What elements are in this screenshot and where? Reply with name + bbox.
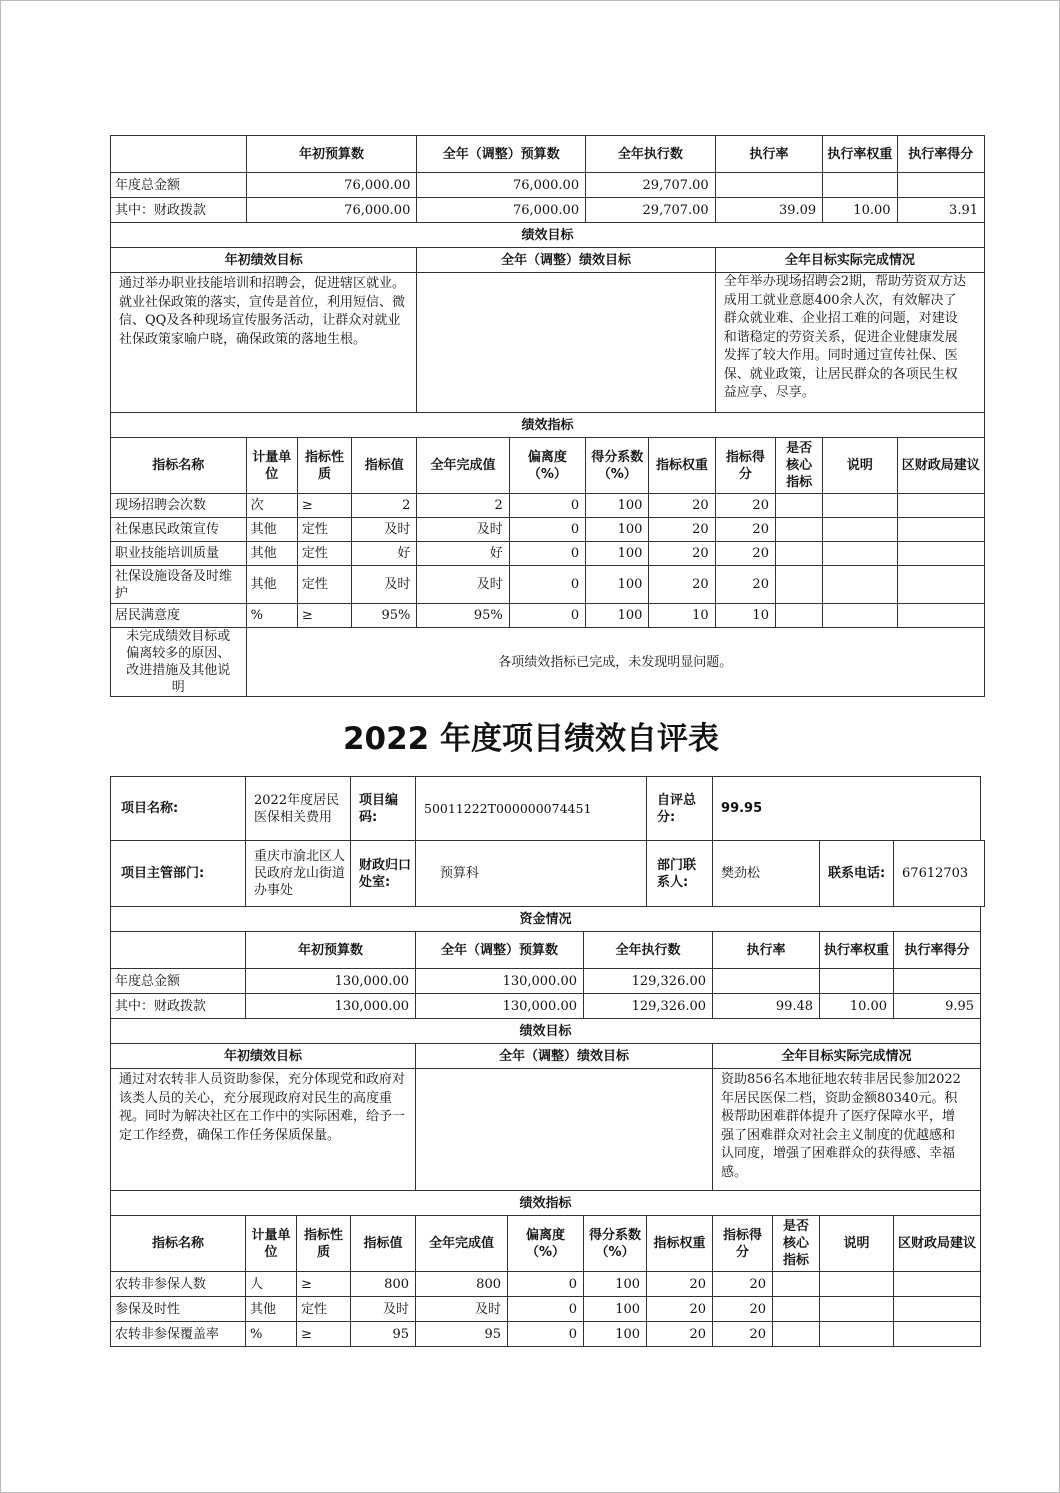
ind-dev: 0 [509, 604, 585, 628]
ind-core [775, 542, 822, 566]
ind-name: 农转非参保人数 [111, 1272, 246, 1297]
total-weight [820, 969, 894, 994]
adjusted-goal-header: 全年（调整）绩效目标 [416, 1044, 713, 1069]
ind-dev: 0 [508, 1272, 584, 1297]
ind-note-header: 说明 [823, 438, 897, 494]
ind-done: 95% [417, 604, 509, 628]
reason-label: 未完成绩效目标或偏离较多的原因、改进措施及其他说明 [111, 628, 247, 697]
ind-advice-header: 区财政局建议 [894, 1216, 981, 1272]
indicators-section-row [111, 1191, 985, 1216]
indicator-row [111, 518, 985, 542]
adjusted-goal-text [417, 273, 715, 413]
fiscal-adjusted: 76,000.00 [417, 198, 586, 223]
ind-nature: ≥ [297, 1272, 351, 1297]
ind-unit: 次 [246, 494, 297, 518]
reason-row [111, 628, 985, 697]
ind-name: 现场招聘会次数 [111, 494, 247, 518]
ind-weight-header: 指标权重 [647, 1216, 713, 1272]
ind-nature: ≥ [297, 494, 351, 518]
actual-goal-header: 全年目标实际完成情况 [715, 248, 984, 273]
ind-name-header: 指标名称 [111, 438, 247, 494]
phone: 67612703 [894, 841, 985, 907]
ind-weight: 20 [647, 1322, 713, 1347]
ind-score: 20 [715, 518, 775, 542]
department-info-row [111, 841, 985, 907]
initial-goal-text: 通过对农转非人员资助参保，充分体现党和政府对该类人员的关心，充分展现政府对民生的高度重视。同时为解决社区在工作中的实际困难，给予一定工作经费，确保工作任务保质保量。 [111, 1069, 416, 1191]
actual-goal-text: 资助856名本地征地农转非居民参加2022年居民医保二档，资助金额80340元。积极帮助困难群体提升了医疗保障水平，增强了困难群众对社会主义制度的优越感和认同度，增强了困难群众的获得感、幸福感。 [713, 1069, 981, 1191]
ind-nature: 定性 [297, 518, 351, 542]
performance-table-continued [110, 135, 985, 697]
ind-value: 及时 [352, 566, 417, 604]
indicator-row [111, 1322, 985, 1347]
ind-nature: 定性 [297, 566, 351, 604]
ind-dev: 0 [509, 518, 585, 542]
fiscal-label: 其中：财政拨款 [111, 994, 246, 1019]
ind-unit: % [246, 604, 297, 628]
ind-score: 20 [713, 1272, 773, 1297]
actual-goal-header: 全年目标实际完成情况 [713, 1044, 981, 1069]
self-score-label: 自评总分: [647, 777, 713, 841]
goals-content-row [111, 273, 985, 413]
rate-score-header: 执行率得分 [894, 932, 981, 969]
total-initial: 130,000.00 [246, 969, 416, 994]
fiscal-adjusted: 130,000.00 [416, 994, 584, 1019]
adjusted-goal-text [416, 1069, 713, 1191]
contact: 樊劲松 [713, 841, 820, 907]
self-score: 99.95 [713, 777, 981, 841]
ind-nature: 定性 [297, 1297, 351, 1322]
total-adjusted: 130,000.00 [416, 969, 584, 994]
adjusted-budget-header: 全年（调整）预算数 [416, 932, 584, 969]
total-amount-row [111, 969, 985, 994]
funds-header-row [111, 136, 985, 173]
blank-header-cell [111, 136, 247, 173]
total-weight [823, 173, 897, 198]
ind-core [775, 494, 822, 518]
ind-weight-header: 指标权重 [649, 438, 715, 494]
executed-header: 全年执行数 [586, 136, 716, 173]
rate-header: 执行率 [713, 932, 820, 969]
total-score [897, 173, 984, 198]
indicator-row [111, 1272, 985, 1297]
project-name-label: 项目名称: [111, 777, 246, 841]
ind-dev: 0 [509, 542, 585, 566]
ind-advice-header: 区财政局建议 [897, 438, 984, 494]
ind-nature: ≥ [297, 1322, 351, 1347]
ind-value-header: 指标值 [352, 438, 417, 494]
contact-label: 部门联系人: [647, 841, 713, 907]
indicator-row [111, 604, 985, 628]
ind-score-header: 指标得分 [715, 438, 775, 494]
ind-coef: 100 [586, 542, 649, 566]
ind-value: 800 [351, 1272, 416, 1297]
ind-note [820, 1272, 894, 1297]
ind-name: 社保设施设备及时维护 [111, 566, 247, 604]
ind-advice [897, 566, 984, 604]
ind-unit-header: 计量单位 [246, 1216, 297, 1272]
ind-name: 参保及时性 [111, 1297, 246, 1322]
adjusted-budget-header: 全年（调整）预算数 [417, 136, 586, 173]
total-adjusted: 76,000.00 [417, 173, 586, 198]
initial-budget-header: 年初预算数 [246, 136, 417, 173]
fiscal-rate: 39.09 [715, 198, 822, 223]
page-title: 2022 年度项目绩效自评表 [342, 721, 720, 757]
ind-nature-header: 指标性质 [297, 438, 351, 494]
ind-value: 95% [352, 604, 417, 628]
fiscal-score: 3.91 [897, 198, 984, 223]
ind-score: 20 [713, 1322, 773, 1347]
reason-text: 各项绩效指标已完成，未发现明显问题。 [246, 628, 984, 697]
initial-budget-header: 年初预算数 [246, 932, 416, 969]
total-amount-row [111, 173, 985, 198]
total-rate [715, 173, 822, 198]
funding-section-title: 资金情况 [111, 907, 981, 932]
executed-header: 全年执行数 [584, 932, 713, 969]
fiscal-executed: 129,326.00 [584, 994, 713, 1019]
goals-section-row [111, 223, 985, 248]
ind-name: 社保惠民政策宣传 [111, 518, 247, 542]
ind-weight: 20 [649, 518, 715, 542]
ind-dev-header: 偏离度（%） [509, 438, 585, 494]
ind-unit: 其他 [246, 1297, 297, 1322]
ind-note [823, 542, 897, 566]
ind-advice [897, 494, 984, 518]
indicator-header-row [111, 1216, 985, 1272]
ind-weight: 20 [647, 1272, 713, 1297]
ind-note-header: 说明 [820, 1216, 894, 1272]
ind-nature: 定性 [297, 542, 351, 566]
indicators-section-title: 绩效指标 [111, 1191, 981, 1216]
goals-header-row [111, 248, 985, 273]
rate-score-header: 执行率得分 [897, 136, 984, 173]
phone-label: 联系电话: [820, 841, 894, 907]
goals-section-row [111, 1019, 985, 1044]
ind-nature: ≥ [297, 604, 351, 628]
ind-core [775, 604, 822, 628]
ind-coef: 100 [584, 1297, 647, 1322]
fiscal-row [111, 994, 985, 1019]
project-code: 50011222T000000074451 [416, 777, 647, 841]
ind-score: 20 [715, 542, 775, 566]
ind-done: 及时 [417, 518, 509, 542]
ind-core [773, 1297, 820, 1322]
total-score [894, 969, 981, 994]
ind-note [823, 604, 897, 628]
ind-coef-header: 得分系数（%） [586, 438, 649, 494]
ind-weight: 20 [649, 542, 715, 566]
ind-unit: 人 [246, 1272, 297, 1297]
total-executed: 129,326.00 [584, 969, 713, 994]
indicator-row [111, 494, 985, 518]
ind-weight: 20 [649, 494, 715, 518]
ind-done: 及时 [416, 1297, 508, 1322]
blank-header-cell [111, 932, 246, 969]
ind-coef: 100 [584, 1272, 647, 1297]
funding-section-row [111, 907, 985, 932]
ind-done-header: 全年完成值 [416, 1216, 508, 1272]
indicator-row [111, 542, 985, 566]
ind-coef: 100 [586, 494, 649, 518]
indicators-section-title: 绩效指标 [111, 413, 985, 438]
ind-note [820, 1322, 894, 1347]
fiscal-initial: 76,000.00 [246, 198, 417, 223]
ind-value: 及时 [352, 518, 417, 542]
initial-goal-text: 通过举办职业技能培训和招聘会，促进辖区就业。就业社保政策的落实，宣传是首位，利用短信、微信、QQ及各种现场宣传服务活动，让群众对就业社保政策家喻户晓，确保政策的落地生根。 [111, 273, 417, 413]
ind-done: 及时 [417, 566, 509, 604]
ind-coef: 100 [584, 1322, 647, 1347]
ind-note [820, 1297, 894, 1322]
ind-core-header: 是否核心指标 [775, 438, 822, 494]
ind-unit: % [246, 1322, 297, 1347]
indicator-header-row [111, 438, 985, 494]
ind-dev: 0 [509, 566, 585, 604]
ind-coef: 100 [586, 566, 649, 604]
project-code-label: 项目编码: [351, 777, 416, 841]
ind-note [823, 566, 897, 604]
ind-advice [897, 518, 984, 542]
project-self-evaluation-table [110, 776, 985, 1347]
ind-advice [897, 542, 984, 566]
indicators-section-row [111, 413, 985, 438]
total-rate [713, 969, 820, 994]
ind-core [775, 566, 822, 604]
goals-section-title: 绩效目标 [111, 223, 985, 248]
funds-header-row [111, 932, 985, 969]
ind-done-header: 全年完成值 [417, 438, 509, 494]
ind-dev: 0 [508, 1297, 584, 1322]
ind-name-header: 指标名称 [111, 1216, 246, 1272]
ind-value: 95 [351, 1322, 416, 1347]
ind-dev: 0 [509, 494, 585, 518]
ind-coef: 100 [586, 518, 649, 542]
ind-dev-header: 偏离度（%） [508, 1216, 584, 1272]
goals-header-row [111, 1044, 985, 1069]
ind-name: 职业技能培训质量 [111, 542, 247, 566]
fiscal-weight: 10.00 [820, 994, 894, 1019]
rate-header: 执行率 [715, 136, 822, 173]
ind-unit: 其他 [246, 518, 297, 542]
ind-score: 20 [715, 566, 775, 604]
goals-content-row [111, 1069, 985, 1191]
ind-score-header: 指标得分 [713, 1216, 773, 1272]
initial-goal-header: 年初绩效目标 [111, 1044, 416, 1069]
ind-core [773, 1272, 820, 1297]
ind-weight: 20 [649, 566, 715, 604]
fiscal-initial: 130,000.00 [246, 994, 416, 1019]
ind-done: 好 [417, 542, 509, 566]
indicator-row [111, 1297, 985, 1322]
ind-value: 及时 [351, 1297, 416, 1322]
ind-score: 20 [715, 494, 775, 518]
project-info-row [111, 777, 985, 841]
ind-weight: 20 [647, 1297, 713, 1322]
ind-coef: 100 [586, 604, 649, 628]
dept-label: 项目主管部门: [111, 841, 246, 907]
ind-advice [894, 1322, 981, 1347]
total-initial: 76,000.00 [246, 173, 417, 198]
ind-unit: 其他 [246, 542, 297, 566]
fiscal-row [111, 198, 985, 223]
fiscal-office: 预算科 [416, 841, 647, 907]
dept: 重庆市渝北区人民政府龙山街道办事处 [246, 841, 351, 907]
ind-core-header: 是否核心指标 [773, 1216, 820, 1272]
goals-section-title: 绩效目标 [111, 1019, 981, 1044]
ind-note [823, 494, 897, 518]
ind-value-header: 指标值 [351, 1216, 416, 1272]
total-label: 年度总金额 [111, 969, 246, 994]
project-name: 2022年度居民医保相关费用 [246, 777, 351, 841]
fiscal-label: 其中：财政拨款 [111, 198, 247, 223]
ind-value: 2 [352, 494, 417, 518]
ind-core [775, 518, 822, 542]
ind-name: 居民满意度 [111, 604, 247, 628]
initial-goal-header: 年初绩效目标 [111, 248, 417, 273]
rate-weight-header: 执行率权重 [820, 932, 894, 969]
ind-done: 2 [417, 494, 509, 518]
ind-score: 10 [715, 604, 775, 628]
indicator-row [111, 566, 985, 604]
actual-goal-text: 全年举办现场招聘会2期，帮助劳资双方达成用工就业意愿400余人次，有效解决了群众就业难、企业招工难的问题，对建设和谐稳定的劳资关系，促进企业健康发展发挥了较大作用。同时通过宣传社保、医保、就业政策，让居民群众的各项民生权益应享、尽享。 [715, 273, 984, 413]
adjusted-goal-header: 全年（调整）绩效目标 [417, 248, 715, 273]
fiscal-weight: 10.00 [823, 198, 897, 223]
fiscal-score: 9.95 [894, 994, 981, 1019]
ind-score: 20 [713, 1297, 773, 1322]
ind-nature-header: 指标性质 [297, 1216, 351, 1272]
ind-coef-header: 得分系数（%） [584, 1216, 647, 1272]
total-executed: 29,707.00 [586, 173, 716, 198]
ind-core [773, 1322, 820, 1347]
ind-advice [897, 604, 984, 628]
ind-weight: 10 [649, 604, 715, 628]
ind-unit-header: 计量单位 [246, 438, 297, 494]
ind-dev: 0 [508, 1322, 584, 1347]
ind-advice [894, 1297, 981, 1322]
fiscal-rate: 99.48 [713, 994, 820, 1019]
ind-done: 95 [416, 1322, 508, 1347]
ind-done: 800 [416, 1272, 508, 1297]
ind-advice [894, 1272, 981, 1297]
ind-note [823, 518, 897, 542]
fiscal-executed: 29,707.00 [586, 198, 716, 223]
ind-unit: 其他 [246, 566, 297, 604]
ind-name: 农转非参保覆盖率 [111, 1322, 246, 1347]
total-label: 年度总金额 [111, 173, 247, 198]
fiscal-office-label: 财政归口处室: [351, 841, 416, 907]
ind-value: 好 [352, 542, 417, 566]
rate-weight-header: 执行率权重 [823, 136, 897, 173]
